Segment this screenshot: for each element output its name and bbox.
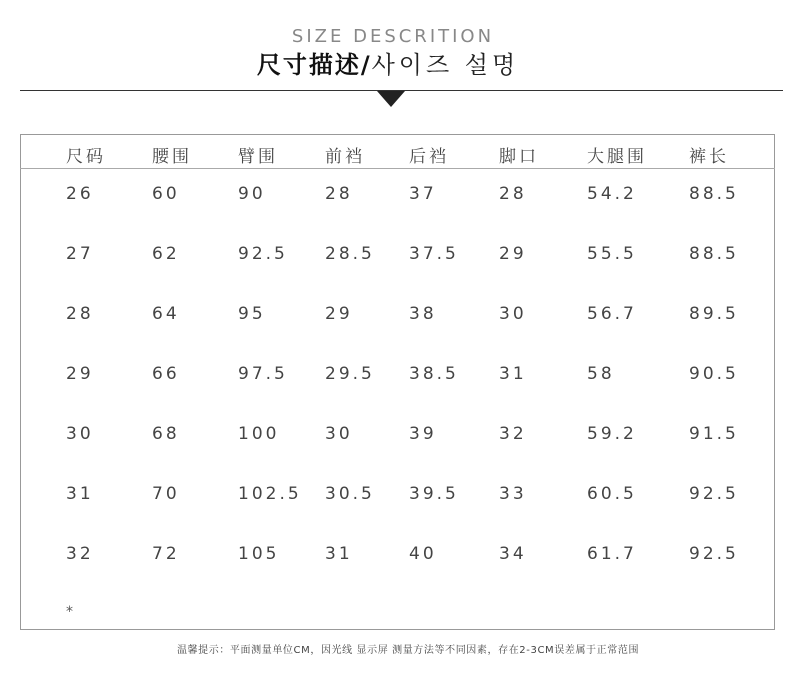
table-cell: 56.7	[587, 304, 637, 324]
table-cell: 32	[499, 424, 527, 444]
down-triangle-icon	[377, 91, 405, 107]
table-cell: 28.5	[325, 244, 375, 264]
table-cell: 37.5	[409, 244, 459, 264]
table-cell: 68	[152, 424, 180, 444]
table-cell: 30	[66, 424, 94, 444]
column-header: 臂围	[238, 147, 278, 167]
column-header: 脚口	[499, 147, 539, 167]
table-cell: 39.5	[409, 484, 459, 504]
table-cell: 33	[499, 484, 527, 504]
table-cell: 29.5	[325, 364, 375, 384]
table-cell: 91.5	[689, 424, 739, 444]
table-cell: 31	[499, 364, 527, 384]
size-description-subtitle: SIZE DESCRITION	[291, 26, 495, 47]
table-cell: 90.5	[689, 364, 739, 384]
table-cell: 30	[325, 424, 353, 444]
column-header: 裤长	[689, 147, 729, 167]
table-note-mark: *	[66, 604, 73, 620]
table-cell: 30.5	[325, 484, 375, 504]
table-cell: 102.5	[238, 484, 302, 504]
table-cell: 28	[325, 184, 353, 204]
table-cell: 97.5	[238, 364, 288, 384]
table-cell: 105	[238, 544, 280, 564]
measurement-note: 温馨提示：平面测量单位CM，因光线 显示屏 测量方法等不同因素，存在2-3CM误差属于正常范围	[176, 645, 640, 656]
table-cell: 54.2	[587, 184, 637, 204]
table-cell: 92.5	[689, 544, 739, 564]
table-cell: 89.5	[689, 304, 739, 324]
table-cell: 39	[409, 424, 437, 444]
page-title	[0, 50, 776, 80]
table-cell: 62	[152, 244, 180, 264]
table-cell: 59.2	[587, 424, 637, 444]
column-header: 后裆	[409, 147, 449, 167]
table-cell: 100	[238, 424, 280, 444]
table-cell: 28	[499, 184, 527, 204]
page-title-chinese: 尺寸描述/	[256, 51, 372, 79]
table-cell: 30	[499, 304, 527, 324]
column-header: 大腿围	[587, 147, 647, 167]
table-cell: 95	[238, 304, 266, 324]
column-header: 前裆	[325, 147, 365, 167]
table-cell: 60	[152, 184, 180, 204]
column-header: 腰围	[152, 147, 192, 167]
table-cell: 64	[152, 304, 180, 324]
table-cell: 55.5	[587, 244, 637, 264]
column-header: 尺码	[66, 147, 106, 167]
table-cell: 92.5	[238, 244, 288, 264]
table-cell: 31	[325, 544, 353, 564]
table-cell: 29	[499, 244, 527, 264]
size-table	[20, 134, 775, 630]
table-cell: 38	[409, 304, 437, 324]
table-cell: 88.5	[689, 184, 739, 204]
table-cell: 58	[587, 364, 615, 384]
page-title-korean: 사이즈 설명	[371, 51, 520, 79]
table-cell: 66	[152, 364, 180, 384]
table-cell: 90	[238, 184, 266, 204]
table-cell: 26	[66, 184, 94, 204]
table-cell: 27	[66, 244, 94, 264]
table-cell: 60.5	[587, 484, 637, 504]
table-cell: 34	[499, 544, 527, 564]
table-cell: 40	[409, 544, 437, 564]
table-cell: 28	[66, 304, 94, 324]
table-cell: 38.5	[409, 364, 459, 384]
table-cell: 70	[152, 484, 180, 504]
table-header-divider	[20, 168, 775, 169]
table-cell: 29	[66, 364, 94, 384]
table-cell: 88.5	[689, 244, 739, 264]
table-cell: 31	[66, 484, 94, 504]
table-cell: 92.5	[689, 484, 739, 504]
table-cell: 32	[66, 544, 94, 564]
table-cell: 72	[152, 544, 180, 564]
table-cell: 37	[409, 184, 437, 204]
table-cell: 29	[325, 304, 353, 324]
table-cell: 61.7	[587, 544, 637, 564]
